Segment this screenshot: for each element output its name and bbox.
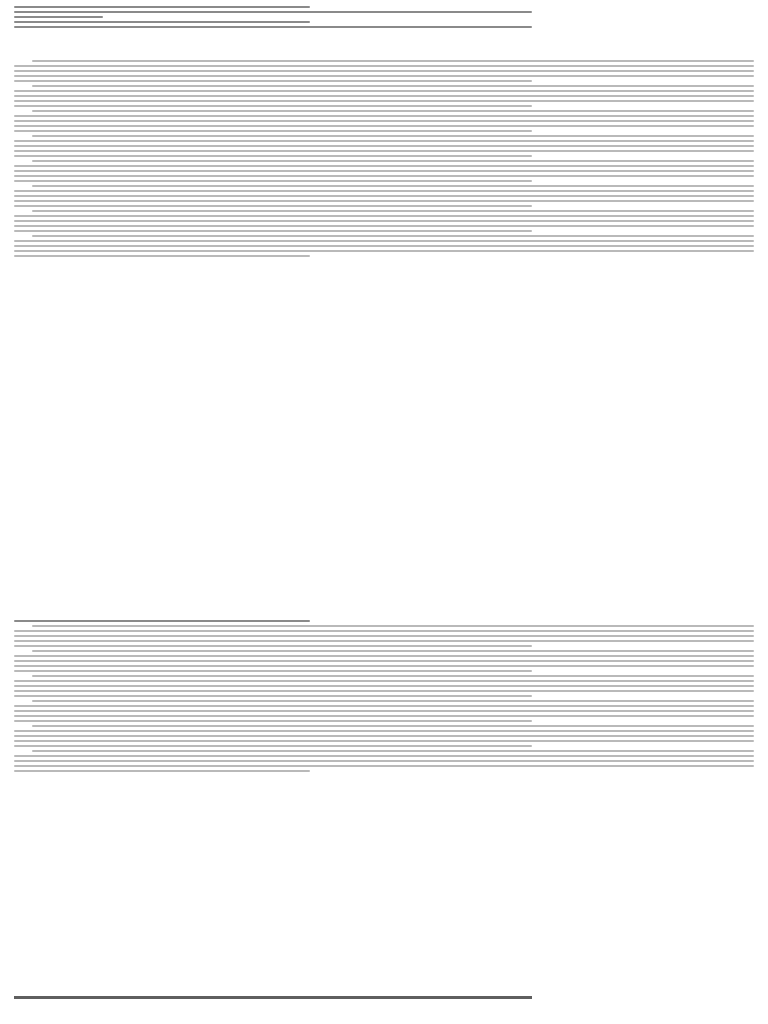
section-block: [14, 620, 754, 775]
header-line: [14, 11, 532, 13]
header-line: [14, 6, 310, 8]
header-line: [14, 26, 532, 28]
caption-line: [14, 996, 532, 999]
header-line: [14, 16, 103, 18]
section-heading: [14, 620, 310, 622]
header-line: [14, 21, 310, 23]
header-block: [14, 6, 754, 31]
body-block: [14, 60, 754, 260]
caption-block: [14, 996, 754, 999]
